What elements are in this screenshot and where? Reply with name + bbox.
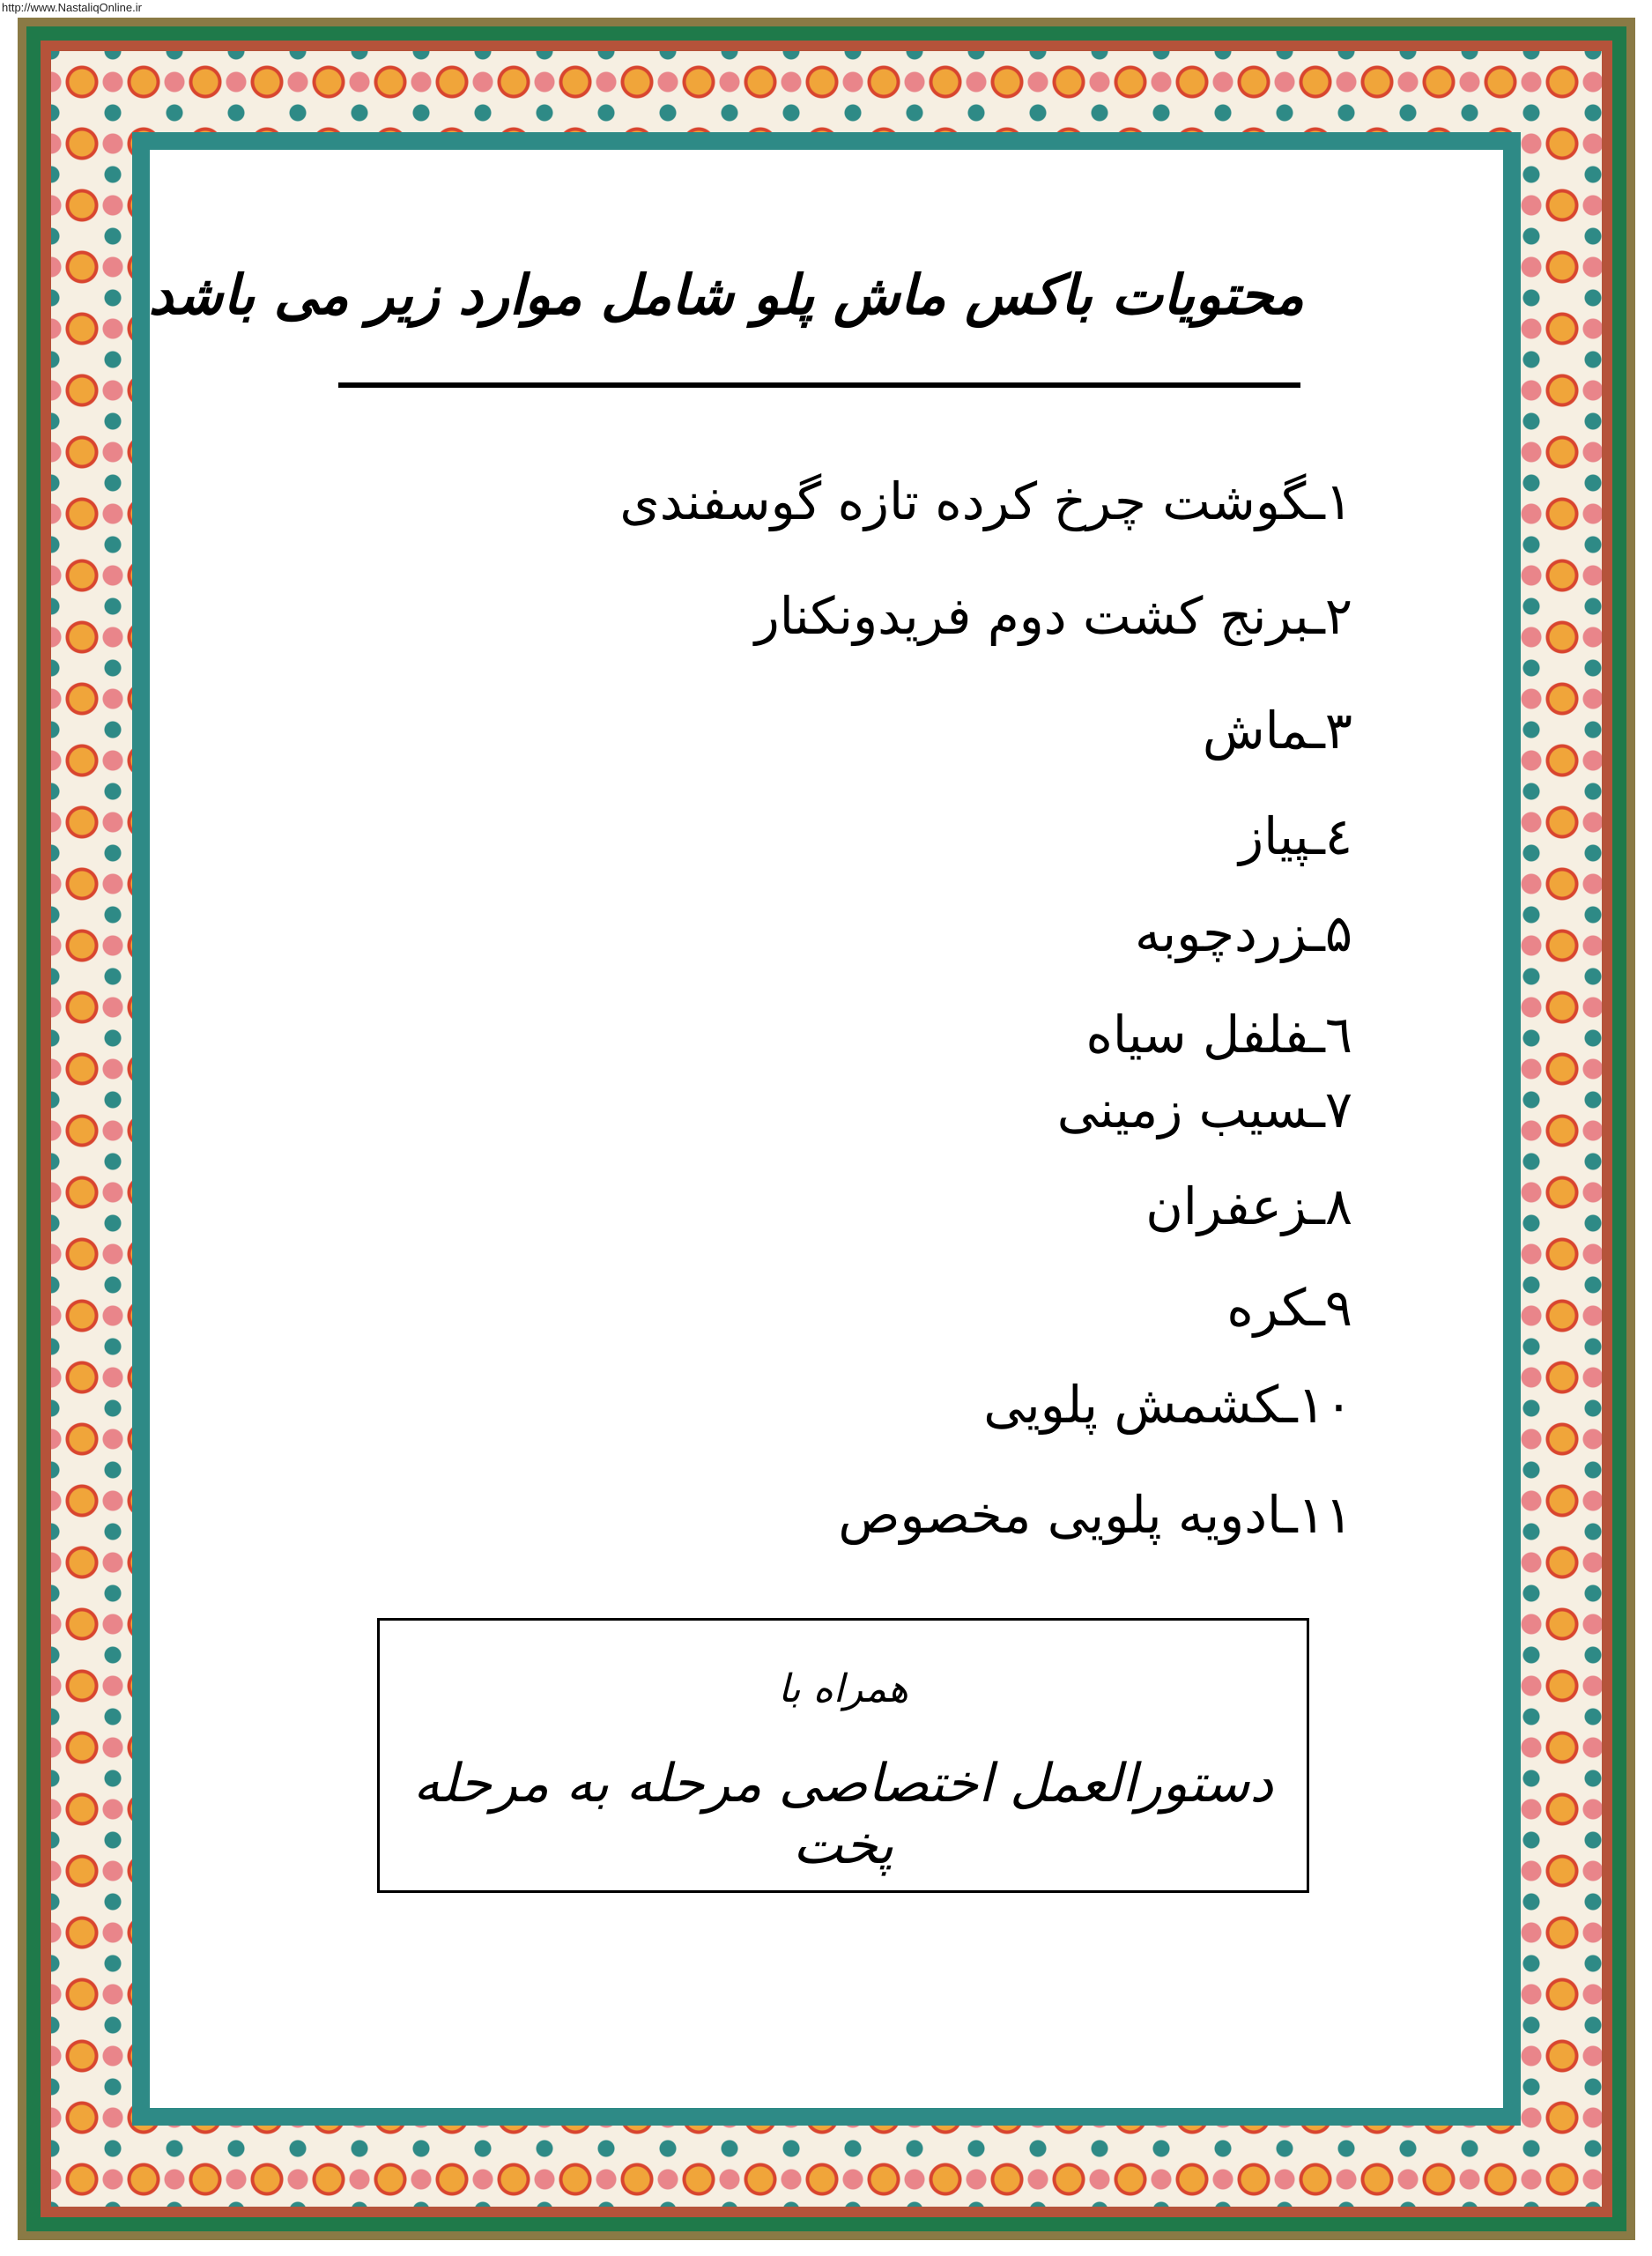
list-item: ۱۰ـکشمش پلویی [983,1375,1352,1435]
note-line-instructions: دستورالعمل اختصاصی مرحله به مرحله پخت [412,1753,1274,1876]
list-item: ٦ـفلفل سیاه [1085,1005,1352,1065]
page-title: محتویات باکس ماش پلو شامل موارد زیر می باشد [148,263,1304,327]
list-item: ۲ـبرنج کشت دوم فریدونکنار [754,586,1352,646]
list-item: ۱۱ـادویه پلویی مخصوص [838,1485,1352,1545]
list-item: ۵ـزردچوبه [1134,903,1352,963]
list-item: ٤ـپیاز [1239,806,1352,866]
recipe-note-box [377,1618,1309,1893]
title-underline [338,382,1300,388]
list-item: ۱ـگوشت چرخ کرده تازه گوسفندی [619,471,1352,531]
list-item: ۸ـزعفران [1145,1176,1352,1236]
watermark-url: http://www.NastaliqOnline.ir [2,1,142,14]
list-item: ۹ـکره [1226,1278,1352,1338]
note-line-accompanied: همراه با [778,1666,908,1711]
list-item: ۳ـماش [1202,701,1352,761]
list-item: ۷ـسیب زمینی [1056,1080,1352,1139]
